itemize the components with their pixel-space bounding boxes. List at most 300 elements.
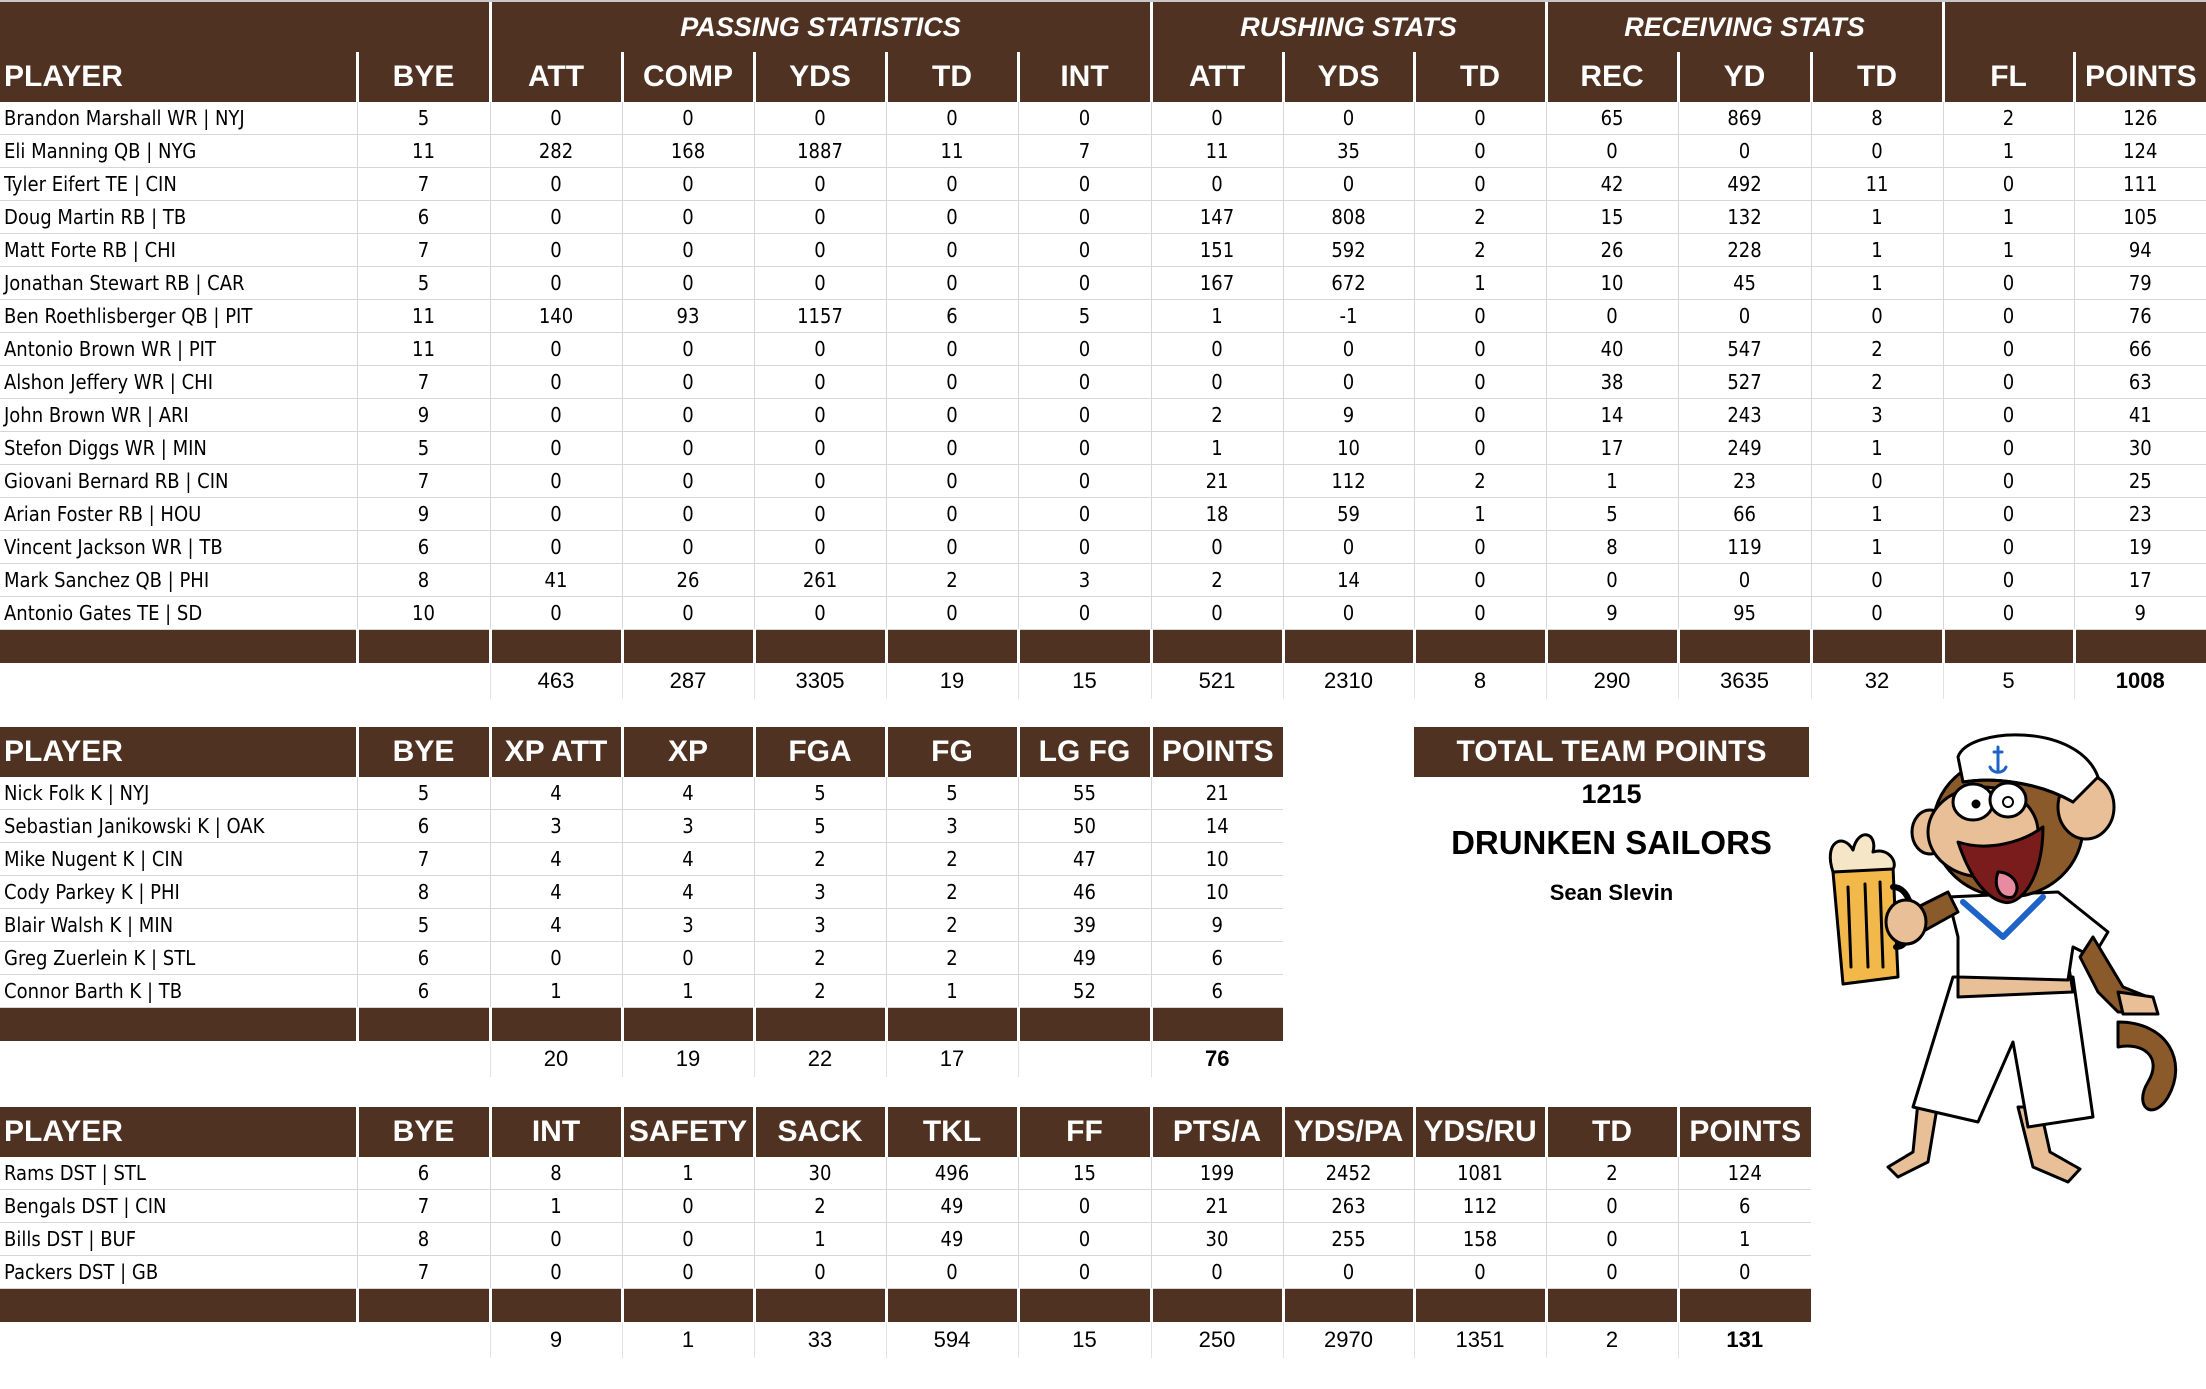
stat-yd: 23: [1678, 465, 1811, 498]
table-row: [0, 876, 1283, 909]
stat-yds: 0: [754, 399, 886, 432]
total-att: 521: [1151, 663, 1283, 699]
stat-yd: 0: [1678, 135, 1811, 168]
stat-td: 0: [1414, 168, 1546, 201]
stat-bye: 6: [357, 531, 490, 564]
stat-points: 10: [1151, 843, 1283, 876]
stat-points: 41: [2074, 399, 2206, 432]
stat-yds: 1157: [754, 300, 886, 333]
stat-fl: 1: [1943, 201, 2074, 234]
table-row: [0, 234, 2206, 267]
total-xp-att: 20: [490, 1041, 622, 1077]
stat-rec: 0: [1546, 300, 1678, 333]
stat-bye: 7: [357, 168, 490, 201]
separator-bar-cell: [1943, 630, 2074, 664]
stat-att: 0: [490, 102, 622, 135]
totals-row: [0, 1041, 1283, 1077]
stat-bye: 5: [357, 267, 490, 300]
table-row: [0, 102, 2206, 135]
separator-bar-cell: [754, 1008, 886, 1042]
stat-yd: 95: [1678, 597, 1811, 630]
separator-bar-cell: [0, 1289, 357, 1323]
stat-yd: 228: [1678, 234, 1811, 267]
player-name: Alshon Jeffery WR | CHI: [0, 366, 357, 399]
stat-fl: 0: [1943, 564, 2074, 597]
total-points: 131: [1678, 1322, 1811, 1358]
stat-yds: 9: [1283, 399, 1414, 432]
stat-bye: 8: [357, 564, 490, 597]
stat-att: 0: [1151, 531, 1283, 564]
stat-td: 0: [1546, 1190, 1678, 1223]
separator-bar-cell: [754, 1289, 886, 1323]
stat-fl: 0: [1943, 300, 2074, 333]
stat-yds-ru: 0: [1414, 1256, 1546, 1289]
totals-row: [0, 1322, 1811, 1358]
stat-comp: 0: [622, 366, 754, 399]
stat-att: 1: [1151, 300, 1283, 333]
stat-points: 30: [2074, 432, 2206, 465]
stat-int: 0: [1018, 465, 1151, 498]
total-rec: 290: [1546, 663, 1678, 699]
stat-td: 0: [1414, 300, 1546, 333]
player-name: Stefon Diggs WR | MIN: [0, 432, 357, 465]
totals-blank: [357, 1041, 490, 1077]
stat-int: 0: [1018, 333, 1151, 366]
separator-bar-cell: [357, 1008, 490, 1042]
stat-bye: 8: [357, 876, 490, 909]
stat-fl: 2: [1943, 102, 2074, 135]
stat-points: 0: [1678, 1256, 1811, 1289]
stat-lg-fg: 47: [1018, 843, 1151, 876]
stat-yds: 0: [754, 465, 886, 498]
column-header-row: [0, 1107, 1811, 1157]
stat-int: 0: [490, 1256, 622, 1289]
separator-bar-cell: [490, 1008, 622, 1042]
totals-blank: [0, 663, 357, 699]
stat-td: 0: [886, 333, 1018, 366]
stat-yds: 10: [1283, 432, 1414, 465]
stat-fg: 2: [886, 843, 1018, 876]
stat-bye: 6: [357, 1157, 490, 1190]
table-row: [0, 1223, 1811, 1256]
stat-att: 147: [1151, 201, 1283, 234]
stat-td: 0: [1414, 333, 1546, 366]
stat-xp-att: 4: [490, 876, 622, 909]
table-row: [0, 777, 1283, 810]
column-header-xp: XP: [622, 727, 754, 777]
stat-fl: 0: [1943, 597, 2074, 630]
table-row: [0, 135, 2206, 168]
stat-comp: 0: [622, 333, 754, 366]
stat-fg: 2: [886, 876, 1018, 909]
stat-yds: 0: [754, 498, 886, 531]
stat-rec: 0: [1546, 564, 1678, 597]
stat-yd: 249: [1678, 432, 1811, 465]
player-name: Brandon Marshall WR | NYJ: [0, 102, 357, 135]
stat-bye: 10: [357, 597, 490, 630]
stat-bye: 11: [357, 135, 490, 168]
column-header-player: PLAYER: [0, 52, 357, 102]
stat-yds: 112: [1283, 465, 1414, 498]
stat-att: 2: [1151, 399, 1283, 432]
total-td: 19: [886, 663, 1018, 699]
stat-points: 6: [1151, 975, 1283, 1008]
stat-int: 0: [1018, 597, 1151, 630]
total-fg: 17: [886, 1041, 1018, 1077]
table-row: [0, 399, 2206, 432]
stat-points: 66: [2074, 333, 2206, 366]
stat-yd: 492: [1678, 168, 1811, 201]
totals-blank: [357, 1322, 490, 1358]
stat-td: 0: [1414, 531, 1546, 564]
column-header-tkl: TKL: [886, 1107, 1018, 1157]
stat-td: 0: [886, 267, 1018, 300]
stat-td: 0: [886, 399, 1018, 432]
stat-comp: 0: [622, 597, 754, 630]
total-ff: 15: [1018, 1322, 1151, 1358]
separator-bar-cell: [357, 1289, 490, 1323]
stat-xp-att: 4: [490, 909, 622, 942]
separator-bar-cell: [0, 630, 357, 664]
stat-yds: 0: [1283, 168, 1414, 201]
stat-lg-fg: 52: [1018, 975, 1151, 1008]
stat-yds: 0: [754, 531, 886, 564]
stat-rec: 40: [1546, 333, 1678, 366]
stat-att: 0: [490, 333, 622, 366]
stat-fl: 0: [1943, 465, 2074, 498]
stat-xp: 1: [622, 975, 754, 1008]
stat-points: 124: [2074, 135, 2206, 168]
stat-ff: 0: [1018, 1190, 1151, 1223]
stat-fl: 1: [1943, 135, 2074, 168]
stat-td: 0: [1414, 564, 1546, 597]
table-row: [0, 843, 1283, 876]
table-row: [0, 942, 1283, 975]
separator-bar-cell: [622, 630, 754, 664]
kicker-stats-table: [0, 727, 1283, 1077]
stat-att: 0: [490, 267, 622, 300]
stat-bye: 5: [357, 102, 490, 135]
defense-stats-table: [0, 1107, 1811, 1358]
stat-td: 0: [886, 432, 1018, 465]
stat-bye: 7: [357, 843, 490, 876]
total-fl: 5: [1943, 663, 2074, 699]
totals-row: [0, 663, 2206, 699]
stat-yds: 0: [754, 102, 886, 135]
player-name: Matt Forte RB | CHI: [0, 234, 357, 267]
stat-xp-att: 0: [490, 942, 622, 975]
table-row: [0, 909, 1283, 942]
stat-bye: 9: [357, 498, 490, 531]
player-name: Rams DST | STL: [0, 1157, 357, 1190]
stat-att: 0: [1151, 597, 1283, 630]
stat-td: 0: [1414, 366, 1546, 399]
stat-yds: 0: [1283, 102, 1414, 135]
separator-bar-cell: [1283, 630, 1414, 664]
stat-comp: 26: [622, 564, 754, 597]
player-name: Ben Roethlisberger QB | PIT: [0, 300, 357, 333]
stat-rec: 5: [1546, 498, 1678, 531]
total-td: 8: [1414, 663, 1546, 699]
stat-yds: 672: [1283, 267, 1414, 300]
stat-int: 8: [490, 1157, 622, 1190]
separator-bar-row: [0, 630, 2206, 664]
total-pts-a: 250: [1151, 1322, 1283, 1358]
separator-bar-cell: [1018, 630, 1151, 664]
separator-bar-cell: [1414, 630, 1546, 664]
separator-bar-cell: [1414, 1289, 1546, 1323]
stat-comp: 93: [622, 300, 754, 333]
stat-comp: 0: [622, 168, 754, 201]
stat-fg: 5: [886, 777, 1018, 810]
stat-att: 0: [490, 465, 622, 498]
total-points: 1008: [2074, 663, 2206, 699]
player-name: Jonathan Stewart RB | CAR: [0, 267, 357, 300]
total-yd: 3635: [1678, 663, 1811, 699]
stat-bye: 11: [357, 333, 490, 366]
column-header-int: INT: [1018, 52, 1151, 102]
player-name: John Brown WR | ARI: [0, 399, 357, 432]
totals-blank: [0, 1322, 357, 1358]
stat-xp: 4: [622, 843, 754, 876]
stat-td: 1: [1811, 267, 1943, 300]
stat-bye: 11: [357, 300, 490, 333]
separator-bar-cell: [1283, 1289, 1414, 1323]
total-yds-ru: 1351: [1414, 1322, 1546, 1358]
column-header-bye: BYE: [357, 1107, 490, 1157]
stat-comp: 0: [622, 201, 754, 234]
stat-ff: 0: [1018, 1223, 1151, 1256]
total-yds: 3305: [754, 663, 886, 699]
player-name: Antonio Brown WR | PIT: [0, 333, 357, 366]
total-yds: 2310: [1283, 663, 1414, 699]
stat-rec: 15: [1546, 201, 1678, 234]
player-name: Bills DST | BUF: [0, 1223, 357, 1256]
stat-att: 41: [490, 564, 622, 597]
stat-yds: 0: [1283, 333, 1414, 366]
stat-att: 0: [490, 597, 622, 630]
column-header-bye: BYE: [357, 52, 490, 102]
stat-yds: 0: [754, 168, 886, 201]
stat-td: 0: [886, 531, 1018, 564]
stat-att: 0: [1151, 366, 1283, 399]
separator-bar-cell: [1811, 630, 1943, 664]
stat-att: 2: [1151, 564, 1283, 597]
stat-yds: 0: [754, 267, 886, 300]
stat-fga: 5: [754, 810, 886, 843]
total-points: 76: [1151, 1041, 1283, 1077]
stat-bye: 9: [357, 399, 490, 432]
player-name: Nick Folk K | NYJ: [0, 777, 357, 810]
stat-td: 2: [1811, 366, 1943, 399]
total-td: 2: [1546, 1322, 1678, 1358]
stat-points: 10: [1151, 876, 1283, 909]
stat-points: 19: [2074, 531, 2206, 564]
stat-lg-fg: 39: [1018, 909, 1151, 942]
stat-td: 0: [1414, 399, 1546, 432]
total-xp: 19: [622, 1041, 754, 1077]
stat-att: 0: [490, 399, 622, 432]
table-row: [0, 498, 2206, 531]
stat-xp-att: 1: [490, 975, 622, 1008]
stat-bye: 6: [357, 201, 490, 234]
stat-comp: 0: [622, 432, 754, 465]
stat-comp: 0: [622, 498, 754, 531]
stat-rec: 1: [1546, 465, 1678, 498]
separator-bar-cell: [490, 1289, 622, 1323]
stat-bye: 5: [357, 432, 490, 465]
table-row: [0, 432, 2206, 465]
stat-safety: 0: [622, 1223, 754, 1256]
player-name: Mark Sanchez QB | PHI: [0, 564, 357, 597]
stat-att: 0: [490, 234, 622, 267]
stat-td: 1: [1811, 432, 1943, 465]
stat-att: 167: [1151, 267, 1283, 300]
separator-bar-cell: [886, 1008, 1018, 1042]
stat-fl: 0: [1943, 399, 2074, 432]
player-name: Packers DST | GB: [0, 1256, 357, 1289]
stat-fl: 0: [1943, 531, 2074, 564]
stat-yds: 0: [754, 201, 886, 234]
player-name: Cody Parkey K | PHI: [0, 876, 357, 909]
column-header-rec: REC: [1546, 52, 1678, 102]
stat-points: 17: [2074, 564, 2206, 597]
stat-td: 0: [886, 465, 1018, 498]
column-header-bye: BYE: [357, 727, 490, 777]
stat-td: 0: [886, 498, 1018, 531]
table-row: [0, 300, 2206, 333]
stat-bye: 5: [357, 777, 490, 810]
stat-yd: 45: [1678, 267, 1811, 300]
group-header-receiving: RECEIVING STATS: [1546, 2, 1943, 52]
stat-td: 1: [1414, 267, 1546, 300]
total-team-points-value: 1215: [1581, 779, 1642, 809]
stat-points: 111: [2074, 168, 2206, 201]
total-team-points-label: TOTAL TEAM POINTS: [1414, 727, 1809, 777]
player-name: Doug Martin RB | TB: [0, 201, 357, 234]
separator-bar-cell: [1546, 630, 1678, 664]
stat-pts-a: 30: [1151, 1223, 1283, 1256]
stat-xp-att: 4: [490, 843, 622, 876]
stat-points: 63: [2074, 366, 2206, 399]
stat-bye: 8: [357, 1223, 490, 1256]
stat-points: 105: [2074, 201, 2206, 234]
table-row: [0, 597, 2206, 630]
stat-rec: 17: [1546, 432, 1678, 465]
stat-tkl: 0: [886, 1256, 1018, 1289]
stat-att: 0: [1151, 333, 1283, 366]
stat-td: 2: [1414, 234, 1546, 267]
column-header-fl: FL: [1943, 52, 2074, 102]
column-header-td: TD: [1811, 52, 1943, 102]
stat-sack: 0: [754, 1256, 886, 1289]
stat-fga: 3: [754, 909, 886, 942]
stat-yds: 1887: [754, 135, 886, 168]
stat-td: 2: [1414, 201, 1546, 234]
column-header-yds: YDS: [754, 52, 886, 102]
stat-rec: 38: [1546, 366, 1678, 399]
column-header-comp: COMP: [622, 52, 754, 102]
stat-points: 124: [1678, 1157, 1811, 1190]
column-header-fg: FG: [886, 727, 1018, 777]
stat-yds-pa: 2452: [1283, 1157, 1414, 1190]
player-name: Vincent Jackson WR | TB: [0, 531, 357, 564]
separator-bar-cell: [1151, 1289, 1283, 1323]
stat-att: 0: [490, 531, 622, 564]
table-row: [0, 1256, 1811, 1289]
stat-lg-fg: 55: [1018, 777, 1151, 810]
stat-td: 0: [886, 201, 1018, 234]
stat-bye: 7: [357, 1256, 490, 1289]
column-header-lg-fg: LG FG: [1018, 727, 1151, 777]
total-att: 463: [490, 663, 622, 699]
total-sack: 33: [754, 1322, 886, 1358]
stat-int: 1: [490, 1190, 622, 1223]
player-name: Sebastian Janikowski K | OAK: [0, 810, 357, 843]
total-yds-pa: 2970: [1283, 1322, 1414, 1358]
player-name: Eli Manning QB | NYG: [0, 135, 357, 168]
stat-safety: 0: [622, 1190, 754, 1223]
stat-points: 9: [2074, 597, 2206, 630]
stat-lg-fg: 50: [1018, 810, 1151, 843]
stat-points: 6: [1151, 942, 1283, 975]
stat-att: 0: [490, 168, 622, 201]
group-header-blank: [0, 2, 490, 52]
stat-lg-fg: 46: [1018, 876, 1151, 909]
stat-fga: 5: [754, 777, 886, 810]
column-header-td: TD: [886, 52, 1018, 102]
stat-rec: 14: [1546, 399, 1678, 432]
stat-yd: 527: [1678, 366, 1811, 399]
stat-points: 79: [2074, 267, 2206, 300]
player-name: Tyler Eifert TE | CIN: [0, 168, 357, 201]
group-header-passing: PASSING STATISTICS: [490, 2, 1151, 52]
player-name: Greg Zuerlein K | STL: [0, 942, 357, 975]
stat-td: 2: [886, 564, 1018, 597]
stat-td: 0: [1414, 597, 1546, 630]
team-owner: Sean Slevin: [1549, 880, 1674, 905]
stat-pts-a: 21: [1151, 1190, 1283, 1223]
stat-yds: -1: [1283, 300, 1414, 333]
stat-yds: 0: [754, 366, 886, 399]
stat-fl: 0: [1943, 432, 2074, 465]
stat-sack: 30: [754, 1157, 886, 1190]
stat-pts-a: 0: [1151, 1256, 1283, 1289]
separator-bar-cell: [1151, 630, 1283, 664]
stat-comp: 0: [622, 234, 754, 267]
stat-fg: 1: [886, 975, 1018, 1008]
player-name: Blair Walsh K | MIN: [0, 909, 357, 942]
stat-att: 21: [1151, 465, 1283, 498]
stat-int: 0: [1018, 531, 1151, 564]
stat-att: 0: [490, 366, 622, 399]
stat-yds-ru: 1081: [1414, 1157, 1546, 1190]
stat-xp: 3: [622, 909, 754, 942]
stat-rec: 26: [1546, 234, 1678, 267]
column-header-int: INT: [490, 1107, 622, 1157]
stat-points: 21: [1151, 777, 1283, 810]
player-name: Bengals DST | CIN: [0, 1190, 357, 1223]
total-int: 15: [1018, 663, 1151, 699]
stat-td: 0: [1546, 1256, 1678, 1289]
stat-yds: 0: [754, 432, 886, 465]
stat-td: 0: [886, 366, 1018, 399]
stat-xp: 4: [622, 876, 754, 909]
stat-int: 0: [1018, 498, 1151, 531]
stat-comp: 0: [622, 102, 754, 135]
stat-xp: 3: [622, 810, 754, 843]
stat-int: 0: [1018, 366, 1151, 399]
